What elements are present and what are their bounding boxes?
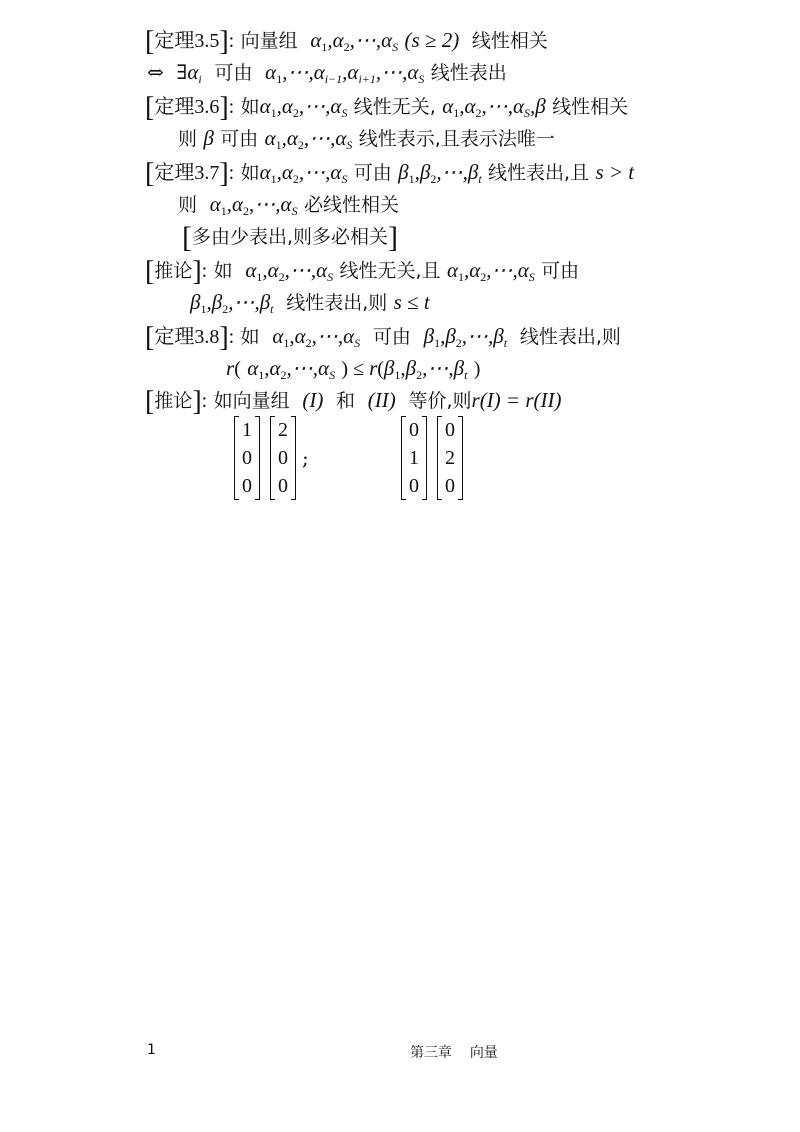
column-vector-2: 2 0 0	[270, 416, 296, 500]
column-vector-1: 1 0 0	[234, 416, 260, 500]
column-vector-3: 0 1 0	[401, 416, 427, 500]
theorem-3-6: [定理3.6]: 如$\alpha_1,\alpha_2,\cdots,\alpha_S$ 线性无关, $\alpha_1,\alpha_2,\cdots,\alpha_S,\beta$ 线性相关	[145, 92, 629, 123]
theorem-3-7: [定理3.7]: 如$\alpha_1,\alpha_2,\cdots,\alpha_S$ 可由 $\beta_1,\beta_2,\cdots,\beta_t$ 线性表出,且 s > t	[145, 158, 635, 189]
theorem-3-6-conclusion: 则 β 可由 $\alpha_1,\alpha_2,\cdots,\alpha_S$ 线性表示,且表示法唯一	[178, 126, 555, 152]
theorem-label: 定理3.7	[154, 162, 220, 184]
corollary-label: 推论	[154, 390, 193, 412]
theorem-label: 定理3.8	[154, 326, 220, 348]
corollary-2: [推论]: 如向量组 (I) 和 (II) 等价,则r(I) = r(II)	[145, 386, 562, 417]
corollary-label: 推论	[154, 260, 193, 282]
corollary-1: [推论]: 如 $\alpha_1,\alpha_2,\cdots,\alpha_S$ 线性无关,且 $\alpha_1,\alpha_2,\cdots,\alpha_S$ 可由	[145, 256, 580, 287]
theorem-3-7-conclusion: 则 $\alpha_1,\alpha_2,\cdots,\alpha_S$ 必线性相关	[178, 192, 399, 218]
theorem-label: 定理3.5	[154, 30, 220, 52]
page-number: 1	[147, 1042, 156, 1058]
running-footer: 第三章 向量	[410, 1045, 498, 1061]
theorem-3-8-formula: r( $\alpha_1,\alpha_2,\cdots,\alpha_S$ ) ≤ $r(\beta_1,\beta_2,\cdots,\beta_t$ )	[226, 356, 481, 382]
theorem-3-5-condition: ⇔ $\exists\alpha_i$ 可由 $\alpha_1,\cdots,\alpha_{i-1},\alpha_{i+1},\cdots,\alpha_S$ 线性表出	[147, 60, 507, 86]
theorem-3-7-mnemonic: [多由少表出,则多必相关]	[182, 221, 399, 254]
column-vector-4: 0 2 0	[437, 416, 463, 500]
matrix-separator: ;	[302, 446, 309, 470]
theorem-3-5: [定理3.5]: 向量组 $\alpha_1,\alpha_2,\cdots,\alpha_S$ (s ≥ 2) 线性相关	[145, 26, 548, 57]
corollary-1-conclusion: $\beta_1,\beta_2,\cdots,\beta_t$ 线性表出,则 s ≤ t	[190, 290, 430, 316]
theorem-3-8: [定理3.8]: 如 $\alpha_1,\alpha_2,\cdots,\alpha_S$ 可由 $\beta_1,\beta_2,\cdots,\beta_t$ 线性表出,则	[145, 322, 621, 353]
theorem-label: 定理3.6	[154, 96, 220, 118]
